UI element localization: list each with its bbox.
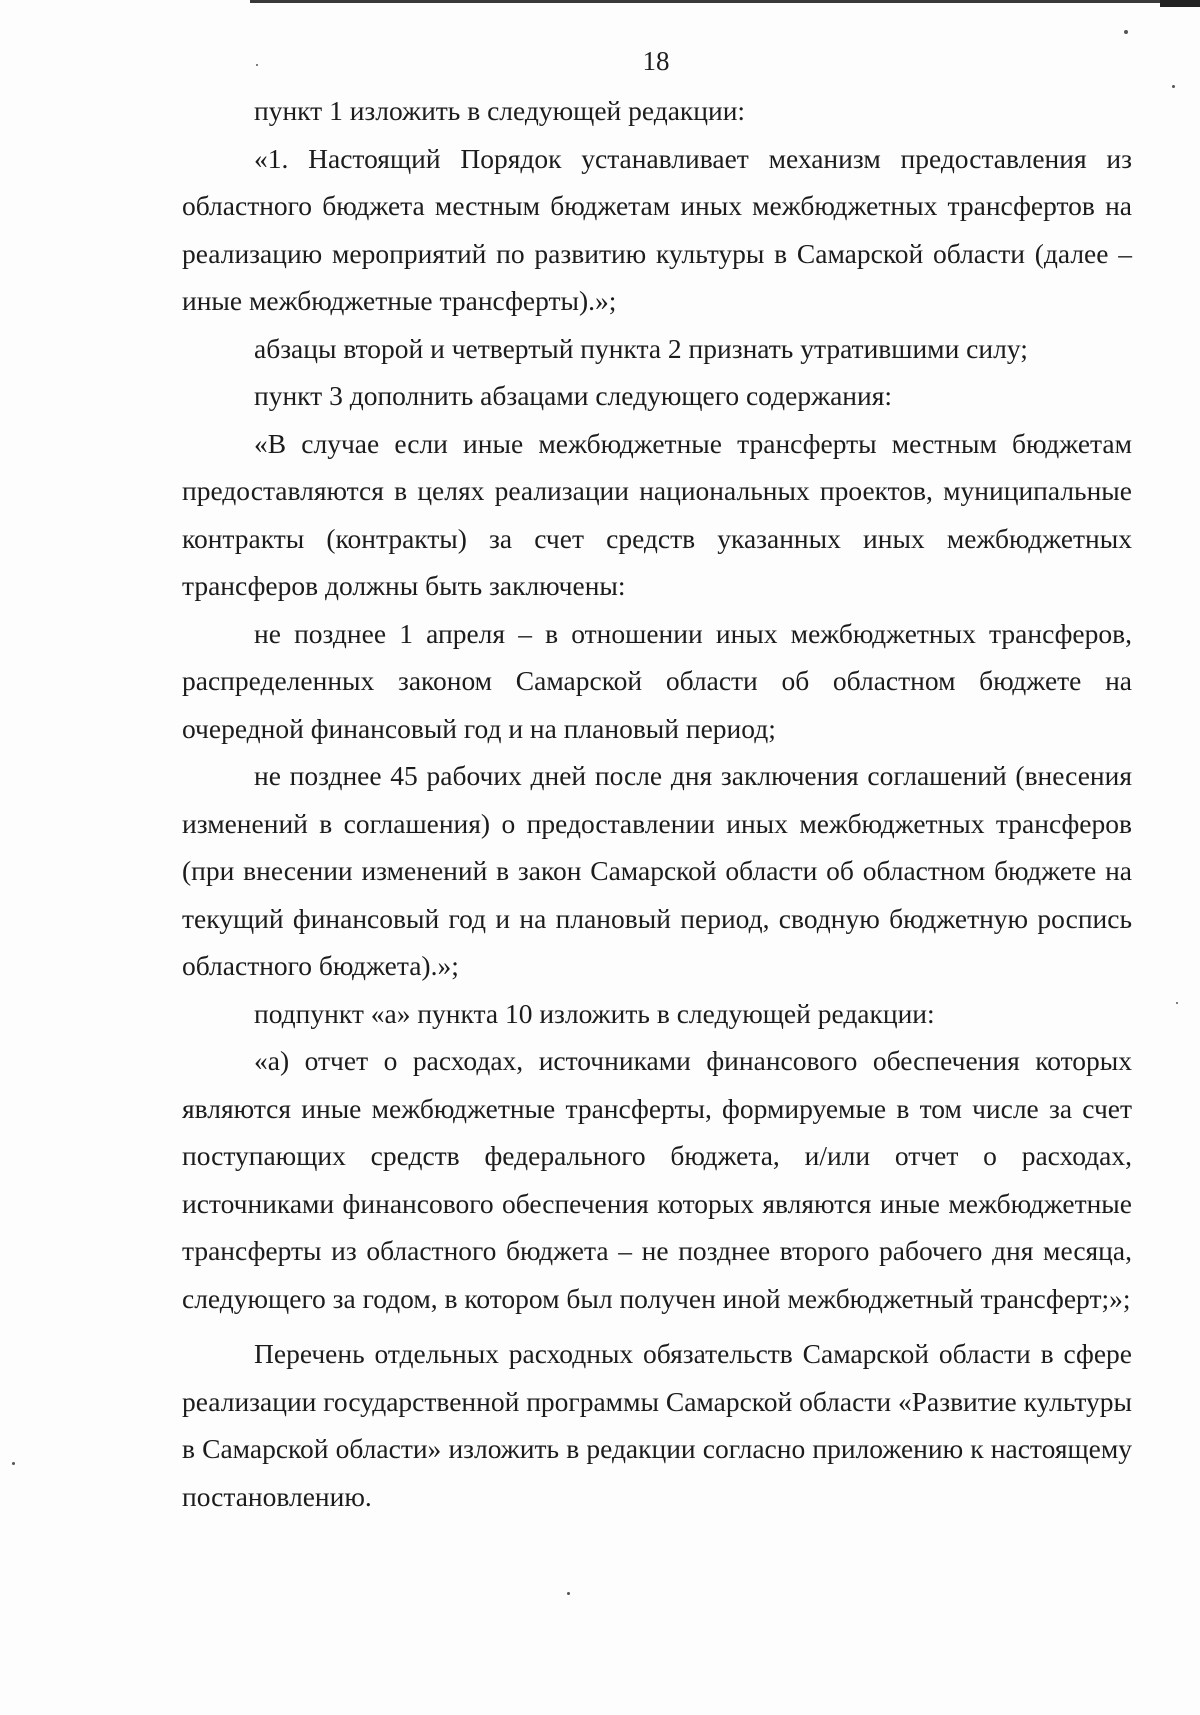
paragraph-item-10-text: «а) отчет о расходах, источниками финансового обеспечения которых являются иные межбюджетные трансферты, формируемые в том числе за счет поступающих средств федерального бюджета, и/или отчет о расходах, источниками финансового обеспечения которых являются иные межбюджетные трансферты из областного бюджета – не позднее второго рабочего дня месяца, следующего за годом, в котором был получен иной межбюджетный трансферт;»; — [182, 1045, 1132, 1314]
document-body — [182, 87, 1132, 1520]
scan-speck — [1176, 1002, 1178, 1004]
scan-speck — [1124, 30, 1128, 34]
scan-speck — [567, 1592, 570, 1595]
paragraph-item-1-intro: пункт 1 изложить в следующей редакции: — [254, 95, 746, 126]
scan-speck — [1172, 85, 1175, 88]
top-edge-rule — [250, 0, 1200, 3]
paragraph-deadline-1: не позднее 1 апреля – в отношении иных межбюджетных трансферов, распределенных законом Самарской области об областном бюджете на очередной финансовый год и на плановый период; — [182, 617, 1132, 744]
paragraph-obligations-list: Перечень отдельных расходных обязательств Самарской области в сфере реализации государственной программы Самарской области «Развитие культуры в Самарской области» изложить в редакции согласно приложению к настоящему постановлению. — [182, 1338, 1132, 1512]
scan-speck — [12, 1462, 15, 1465]
paragraph-item-3-intro: пункт 3 дополнить абзацами следующего содержания: — [254, 380, 893, 411]
paragraph-item-3-text: «В случае если иные межбюджетные трансферты местным бюджетам предоставляются в целях реализации национальных проектов, муниципальные контракты (контракты) за счет средств указанных иных межбюджетных трансферов должны быть заключены: — [182, 427, 1132, 601]
paragraph-item-1-text: «1. Настоящий Порядок устанавливает механизм предоставления из областного бюджета местным бюджетам иных межбюджетных трансфертов на реализацию мероприятий по развитию культуры в Самарской области (далее – иные межбюджетные трансферты).»; — [182, 142, 1132, 316]
page-number: 18 — [642, 46, 670, 76]
paragraph-deadline-2: не позднее 45 рабочих дней после дня заключения соглашений (внесения изменений в соглашения) о предоставлении иных межбюджетных трансферов (при внесении изменений в закон Самарской области об областном бюджете на текущий финансовый год и на плановый период, сводную бюджетную роспись областного бюджета).»; — [182, 760, 1132, 981]
paragraph-item-10-intro: подпункт «а» пункта 10 изложить в следующей редакции: — [254, 997, 935, 1029]
paragraph-item-2: абзацы второй и четвертый пункта 2 признать утратившими силу; — [254, 332, 1028, 364]
top-edge-mark — [1160, 0, 1200, 7]
scan-speck — [256, 64, 258, 66]
